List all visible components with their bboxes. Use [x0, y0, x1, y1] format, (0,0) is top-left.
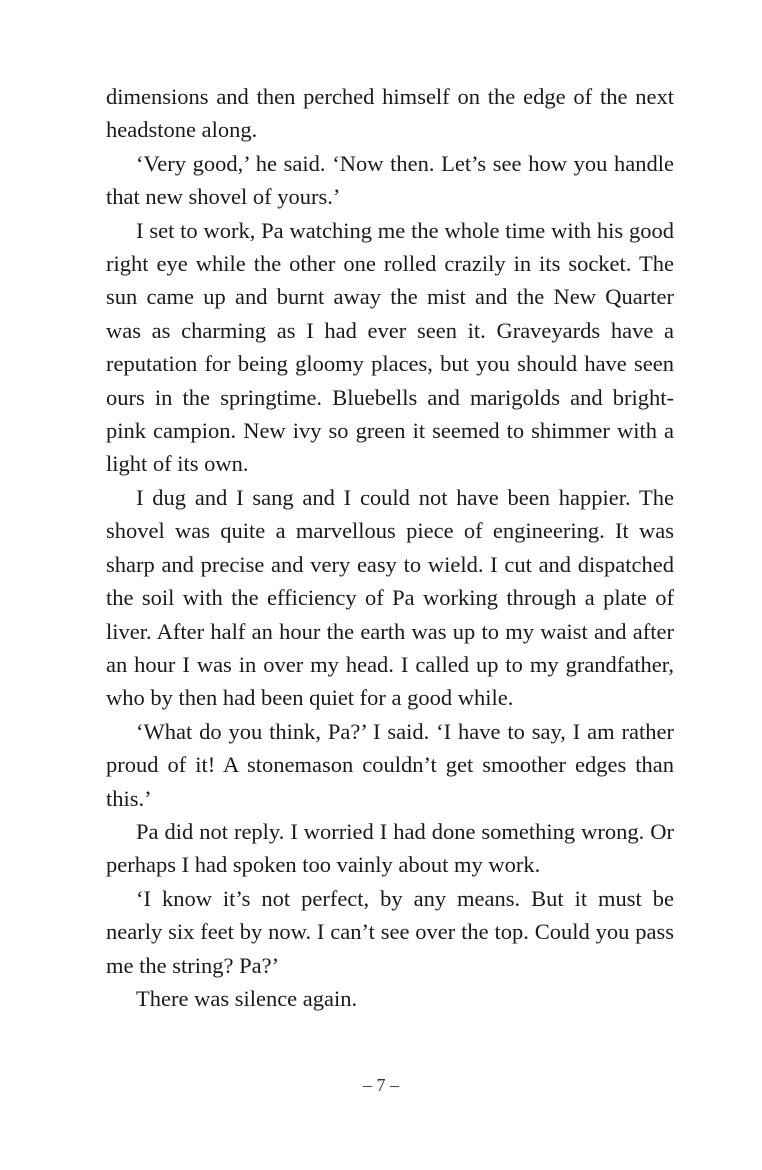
paragraph-7: ‘I know it’s not perfect, by any means. But it must be nearly six feet by now. I can’t see over the top. Could you pass me the string? Pa?’ [106, 885, 674, 978]
paragraph-4: I dug and I sang and I could not have been happier. The shovel was quite a marvellous piece of engineering. It was sharp and precise and very easy to wield. I cut and dispatched the soil with the efficiency of Pa working through a plate of liver. After half an hour the earth was up to my waist and after an hour I was in over my head. I called up to my grandfather, who by then had been quiet for a good while. [106, 484, 674, 711]
paragraph-1: dimensions and then perched himself on the edge of the next headstone along. [106, 84, 674, 143]
paragraph-3: I set to work, Pa watching me the whole time with his good right eye while the other one rolled crazily in its socket. The sun came up and burnt away the mist and the New Quarter was as charming as I had ever seen it. Graveyards have a reputation for being gloomy places, but you should have seen ours in the springtime. Bluebells and marigolds and bright-pink campion. New ivy so green it seemed to shimmer with a light of its own. [106, 217, 674, 477]
paragraph-5: ‘What do you think, Pa?’ I said. ‘I have to say, I am rather proud of it! A stonemason couldn’t get smoother edges than this.’ [106, 718, 674, 811]
page-number: – 7 – [363, 1075, 399, 1095]
paragraph-2: ‘Very good,’ he said. ‘Now then. Let’s see how you handle that new shovel of yours.’ [106, 150, 674, 210]
paragraph-6: Pa did not reply. I worried I had done something wrong. Or perhaps I had spoken too vainly about my work. [106, 818, 674, 878]
book-page-body [106, 80, 674, 1015]
paragraph-8: There was silence again. [136, 985, 358, 1011]
